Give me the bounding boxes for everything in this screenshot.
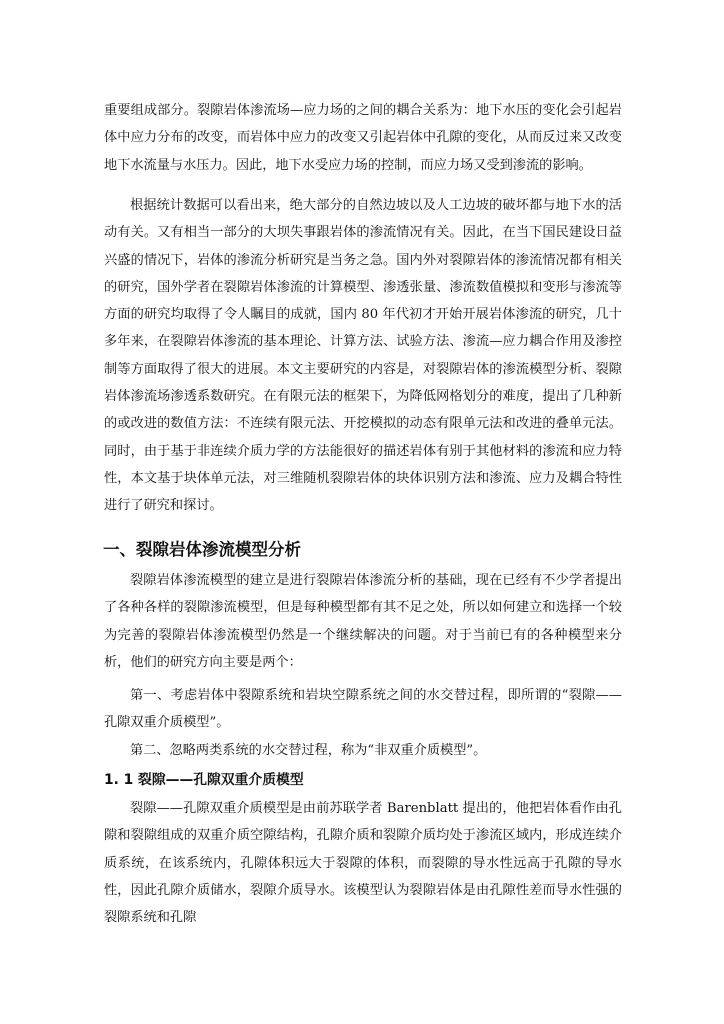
section-heading: 一、裂隙岩体渗流模型分析 — [103, 540, 301, 559]
paragraph-research-background: 根据统计数据可以看出来，绝大部分的自然边坡以及人工边坡的破坏都与地下水的活动有关。又有相当一部分的大坝失事跟岩体的渗流情况有关。因此，在当下国民建设日益兴盛的情况下，岩体的渗流分析研究是当务之急。国内外对裂隙岩体的渗流情况都有相关的研究，国外学者在裂隙岩体渗流的计算模型、渗透张量、渗流数值模拟和变形与渗流等方面的研究均取得了令人瞩目的成就，国内 80 年代初才开始开展岩体渗流的研究，几十多年来，在裂隙岩体渗流的基本理论、计算方法、试验方法、渗流—应力耦合作用及渗控制等方面取得了很大的进展。本文主要研究的内容是，对裂隙岩体的渗流模型分析、裂隙岩体渗流场渗透系数研究。在有限元法的框架下，为降低网格划分的难度，提出了几种新的或改进的数值方法：不连续有限元法、开挖模拟的动态有限单元法和改进的叠单元法。同时，由于基于非连续介质力学的方法能很好的描述岩体有别于其他材料的渗流和应力特性，本文基于块体单元法，对三维随机裂隙岩体的块体识别方法和渗流、应力及耦合特性进行了研究和探讨。 — [104, 198, 622, 514]
paragraph-direction-two: 第二、忽略两类系统的水交替过程，称为“非双重介质模型”。 — [130, 743, 487, 758]
paragraph-coupling-relation: 重要组成部分。裂隙岩体渗流场—应力场的之间的耦合关系为：地下水压的变化会引起岩体中应力分布的改变，而岩体中应力的改变又引起岩体中孔隙的变化，从而反过来又改变地下水流量与水压力。因此，地下水受应力场的控制，而应力场又受到渗流的影响。 — [104, 103, 622, 173]
paragraph-dual-medium-model: 裂隙——孔隙双重介质模型是由前苏联学者 Barenblatt 提出的，他把岩体看作由孔隙和裂隙组成的双重介质空隙结构，孔隙介质和裂隙介质均处于渗流区域内，形成连续介质系统，在该系统内，孔隙体积远大于裂隙的体积，而裂隙的导水性远高于孔隙的导水性，因此孔隙介质储水，裂隙介质导水。该模型认为裂隙岩体是由孔隙性差而导水性强的裂隙系统和孔隙 — [104, 801, 622, 926]
paragraph-model-overview: 裂隙岩体渗流模型的建立是进行裂隙岩体渗流分析的基础，现在已经有不少学者提出了各种各样的裂隙渗流模型，但是每种模型都有其不足之处，所以如何建立和选择一个较为完善的裂隙岩体渗流模型仍然是一个继续解决的问题。对于当前已有的各种模型来分析，他们的研究方向主要是两个： — [104, 573, 622, 670]
paragraph-direction-one: 第一、考虑岩体中裂隙系统和岩块空隙系统之间的水交替过程，即所谓的“裂隙——孔隙双重介质模型”。 — [104, 688, 622, 731]
subsection-heading: 1. 1 裂隙——孔隙双重介质模型 — [104, 772, 304, 788]
